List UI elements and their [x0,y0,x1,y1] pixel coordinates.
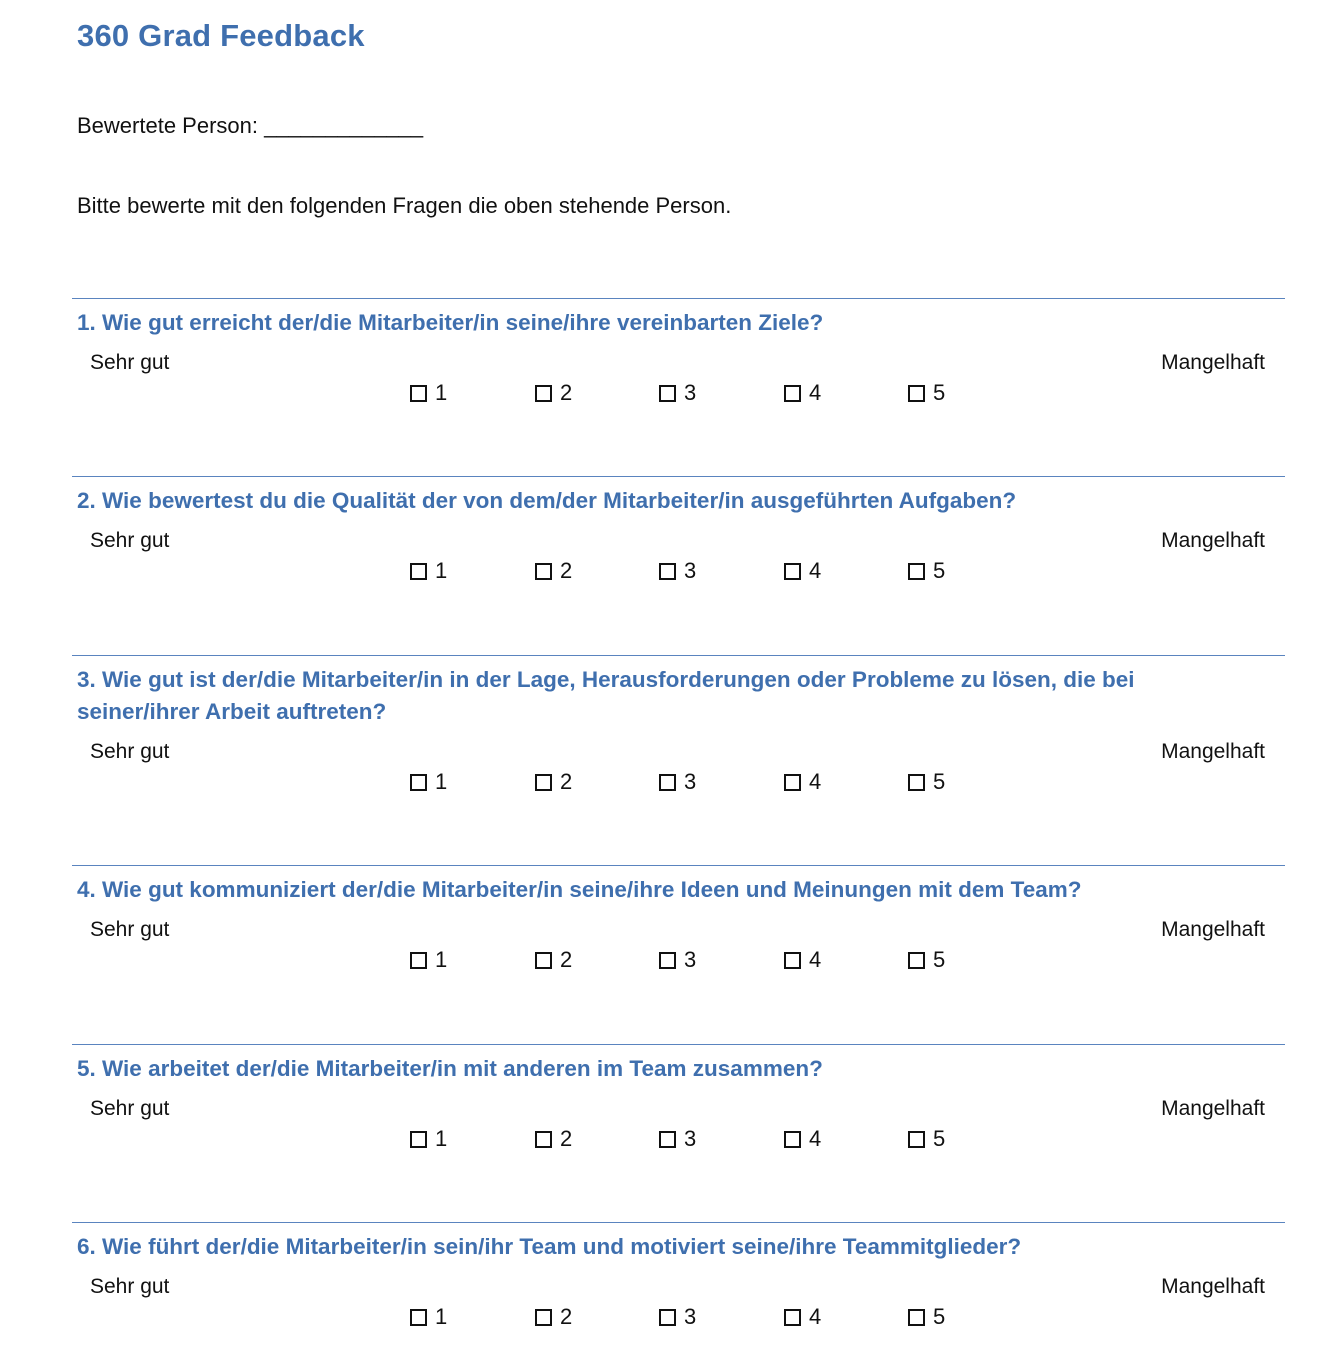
rating-option-label: 2 [560,558,573,583]
rating-option-2[interactable] [535,948,572,972]
rating-option-label: 4 [809,1126,822,1151]
checkbox-icon[interactable] [784,774,801,791]
checkbox-icon[interactable] [535,952,552,969]
scale-label-worst: Mangelhaft [1161,918,1265,941]
question-text: 5. Wie arbeitet der/die Mitarbeiter/in mit anderen im Team zusammen? [77,1056,823,1081]
checkbox-icon[interactable] [784,952,801,969]
rating-option-label: 3 [684,1126,697,1151]
rating-option-4[interactable] [784,770,821,794]
rating-option-label: 2 [560,380,573,405]
checkbox-icon[interactable] [535,385,552,402]
rating-option-4[interactable] [784,381,821,405]
rating-scale [72,906,1285,996]
rating-option-label: 1 [435,769,448,794]
rating-option-1[interactable] [410,1127,447,1151]
evaluated-person-field[interactable]: Bewertete Person: _____________ [77,113,424,138]
rating-option-label: 1 [435,1304,448,1329]
rating-scale [72,517,1285,607]
rating-option-label: 2 [560,1304,573,1329]
rating-scale [72,728,1285,818]
rating-option-3[interactable] [659,559,696,583]
scale-label-worst: Mangelhaft [1161,1275,1265,1298]
question-text: 6. Wie führt der/die Mitarbeiter/in sein/ihr Team und motiviert seine/ihre Teammitglieder? [77,1234,1022,1259]
rating-option-label: 5 [933,1304,946,1329]
checkbox-icon[interactable] [535,563,552,580]
rating-option-label: 3 [684,947,697,972]
rating-option-label: 2 [560,769,573,794]
checkbox-icon[interactable] [908,1309,925,1326]
rating-option-2[interactable] [535,381,572,405]
rating-option-label: 2 [560,947,573,972]
checkbox-icon[interactable] [535,1309,552,1326]
question-text: 4. Wie gut kommuniziert der/die Mitarbeiter/in seine/ihre Ideen und Meinungen mit dem Team? [77,877,1082,902]
rating-option-label: 4 [809,380,822,405]
rating-option-label: 3 [684,1304,697,1329]
checkbox-icon[interactable] [908,952,925,969]
rating-option-5[interactable] [908,948,945,972]
rating-option-label: 3 [684,769,697,794]
rating-option-label: 5 [933,769,946,794]
rating-scale [72,1085,1285,1175]
checkbox-icon[interactable] [908,1131,925,1148]
checkbox-icon[interactable] [659,385,676,402]
rating-option-4[interactable] [784,948,821,972]
rating-option-label: 3 [684,558,697,583]
checkbox-icon[interactable] [659,952,676,969]
rating-option-label: 5 [933,1126,946,1151]
scale-label-best: Sehr gut [90,529,170,552]
checkbox-icon[interactable] [410,1131,427,1148]
rating-option-5[interactable] [908,1127,945,1151]
checkbox-icon[interactable] [410,385,427,402]
rating-option-3[interactable] [659,770,696,794]
rating-option-1[interactable] [410,559,447,583]
rating-option-label: 5 [933,380,946,405]
question-block [72,298,1285,429]
checkbox-icon[interactable] [410,774,427,791]
scale-label-best: Sehr gut [90,918,170,941]
rating-option-2[interactable] [535,1305,572,1329]
checkbox-icon[interactable] [535,1131,552,1148]
checkbox-icon[interactable] [410,563,427,580]
checkbox-icon[interactable] [784,1309,801,1326]
rating-option-label: 3 [684,380,697,405]
rating-option-1[interactable] [410,381,447,405]
intro-text: Bitte bewerte mit den folgenden Fragen die oben stehende Person. [77,193,732,218]
question-block [72,865,1285,996]
rating-option-label: 1 [435,1126,448,1151]
rating-option-5[interactable] [908,770,945,794]
rating-option-1[interactable] [410,770,447,794]
rating-option-5[interactable] [908,559,945,583]
rating-option-1[interactable] [410,948,447,972]
question-text: 3. Wie gut ist der/die Mitarbeiter/in in der Lage, Herausforderungen oder Probleme zu lösen, die bei seiner/ihrer Arbeit auftreten? [77,667,1135,724]
rating-option-label: 4 [809,1304,822,1329]
rating-option-label: 4 [809,769,822,794]
checkbox-icon[interactable] [535,774,552,791]
scale-label-worst: Mangelhaft [1161,529,1265,552]
rating-option-2[interactable] [535,559,572,583]
scale-label-best: Sehr gut [90,1097,170,1120]
checkbox-icon[interactable] [659,1309,676,1326]
rating-option-5[interactable] [908,381,945,405]
rating-option-3[interactable] [659,1127,696,1151]
rating-option-label: 4 [809,558,822,583]
page-title: 360 Grad Feedback [77,18,365,53]
rating-option-5[interactable] [908,1305,945,1329]
scale-label-worst: Mangelhaft [1161,351,1265,374]
rating-option-label: 5 [933,558,946,583]
rating-scale [72,1263,1285,1353]
question-block [72,1222,1285,1353]
checkbox-icon[interactable] [908,385,925,402]
scale-label-best: Sehr gut [90,351,170,374]
question-text: 2. Wie bewertest du die Qualität der von dem/der Mitarbeiter/in ausgeführten Aufgaben? [77,488,1017,513]
checkbox-icon[interactable] [784,1131,801,1148]
checkbox-icon[interactable] [659,563,676,580]
rating-option-label: 1 [435,947,448,972]
checkbox-icon[interactable] [410,1309,427,1326]
rating-option-2[interactable] [535,1127,572,1151]
rating-option-label: 2 [560,1126,573,1151]
checkbox-icon[interactable] [659,774,676,791]
scale-label-best: Sehr gut [90,740,170,763]
rating-option-label: 4 [809,947,822,972]
question-text: 1. Wie gut erreicht der/die Mitarbeiter/in seine/ihre vereinbarten Ziele? [77,310,824,335]
rating-option-4[interactable] [784,559,821,583]
scale-label-worst: Mangelhaft [1161,1097,1265,1120]
rating-option-label: 5 [933,947,946,972]
rating-option-4[interactable] [784,1127,821,1151]
question-block [72,655,1285,818]
rating-option-3[interactable] [659,381,696,405]
checkbox-icon[interactable] [410,952,427,969]
question-block [72,1044,1285,1175]
rating-scale [72,339,1285,429]
checkbox-icon[interactable] [908,774,925,791]
rating-option-1[interactable] [410,1305,447,1329]
scale-label-best: Sehr gut [90,1275,170,1298]
rating-option-3[interactable] [659,948,696,972]
checkbox-icon[interactable] [784,563,801,580]
rating-option-4[interactable] [784,1305,821,1329]
checkbox-icon[interactable] [659,1131,676,1148]
checkbox-icon[interactable] [908,563,925,580]
rating-option-2[interactable] [535,770,572,794]
rating-option-3[interactable] [659,1305,696,1329]
scale-label-worst: Mangelhaft [1161,740,1265,763]
question-block [72,476,1285,607]
checkbox-icon[interactable] [784,385,801,402]
rating-option-label: 1 [435,380,448,405]
rating-option-label: 1 [435,558,448,583]
